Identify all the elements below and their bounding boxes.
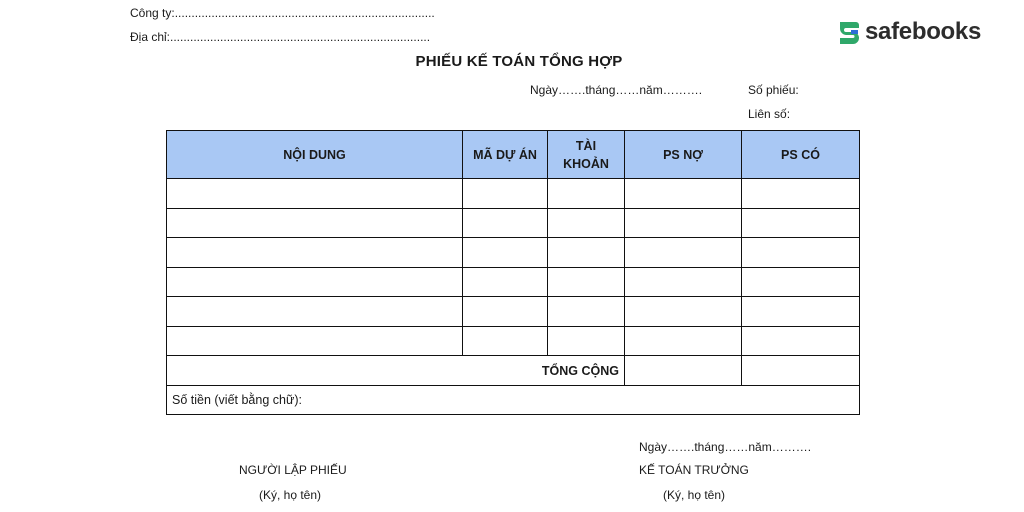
table-cell[interactable]: [548, 326, 625, 356]
table-cell[interactable]: [742, 179, 860, 209]
column-header-content: NỘI DUNG: [167, 131, 463, 179]
preparer-signature-note: (Ký, họ tên): [259, 488, 322, 502]
table-cell[interactable]: [625, 267, 742, 297]
table-cell[interactable]: [625, 297, 742, 327]
logo-text: safebooks: [865, 18, 982, 45]
date-line: Ngày…….tháng……năm……….: [530, 83, 703, 97]
table-cell[interactable]: [548, 238, 625, 268]
table-cell[interactable]: [742, 208, 860, 238]
table-cell[interactable]: [548, 267, 625, 297]
table-cell[interactable]: [548, 208, 625, 238]
total-debit-cell[interactable]: [625, 356, 742, 386]
footer-date-line: Ngày…….tháng……năm……….: [639, 440, 812, 454]
amount-in-words-label: Số tiền (viết bằng chữ):: [167, 386, 860, 415]
table-cell[interactable]: [548, 297, 625, 327]
table-cell[interactable]: [167, 208, 463, 238]
table-row: [167, 238, 860, 268]
table-cell[interactable]: [167, 179, 463, 209]
table-cell[interactable]: [167, 326, 463, 356]
table-cell[interactable]: [167, 267, 463, 297]
preparer-title: NGƯỜI LẬP PHIẾU: [239, 463, 347, 477]
table-cell[interactable]: [167, 238, 463, 268]
table-cell[interactable]: [463, 326, 548, 356]
total-row: [167, 356, 860, 386]
table-cell[interactable]: [463, 238, 548, 268]
chief-accountant-signature-note: (Ký, họ tên): [663, 488, 726, 502]
ledger-table: [166, 130, 860, 415]
table-cell[interactable]: [742, 326, 860, 356]
table-cell[interactable]: [548, 179, 625, 209]
table-header-row: [167, 131, 860, 179]
address-line: Địa chỉ:..............................................................................: [130, 30, 431, 44]
table-cell[interactable]: [463, 267, 548, 297]
table-cell[interactable]: [625, 238, 742, 268]
total-credit-cell[interactable]: [742, 356, 860, 386]
total-label: TỔNG CỘNG: [167, 356, 625, 386]
company-line: Công ty:..............................................................................: [130, 6, 435, 20]
table-row: [167, 208, 860, 238]
chief-accountant-title: KẾ TOÁN TRƯỞNG: [639, 463, 749, 477]
column-header-project-code: MÃ DỰ ÁN: [463, 131, 548, 179]
page-title: PHIẾU KẾ TOÁN TỔNG HỢP: [415, 53, 623, 70]
amount-in-words-row: [167, 386, 860, 415]
table-cell[interactable]: [463, 297, 548, 327]
safebooks-logo: [838, 18, 981, 46]
column-header-debit: PS NỢ: [625, 131, 742, 179]
voucher-number: Số phiếu:: [748, 83, 799, 97]
table-cell[interactable]: [742, 267, 860, 297]
table-cell[interactable]: [167, 297, 463, 327]
table-cell[interactable]: [625, 179, 742, 209]
table-row: [167, 267, 860, 297]
table-cell[interactable]: [463, 179, 548, 209]
table-row: [167, 179, 860, 209]
table-cell[interactable]: [463, 208, 548, 238]
table-row: [167, 326, 860, 356]
table-cell[interactable]: [625, 208, 742, 238]
column-header-account: [548, 131, 625, 179]
table-cell[interactable]: [742, 297, 860, 327]
table-row: [167, 297, 860, 327]
column-header-account-label: TÀI KHOẢN: [563, 138, 609, 171]
safebooks-logo-icon: [838, 20, 860, 44]
table-cell[interactable]: [625, 326, 742, 356]
column-header-credit: PS CÓ: [742, 131, 860, 179]
table-cell[interactable]: [742, 238, 860, 268]
copy-number: Liên số:: [748, 107, 791, 121]
